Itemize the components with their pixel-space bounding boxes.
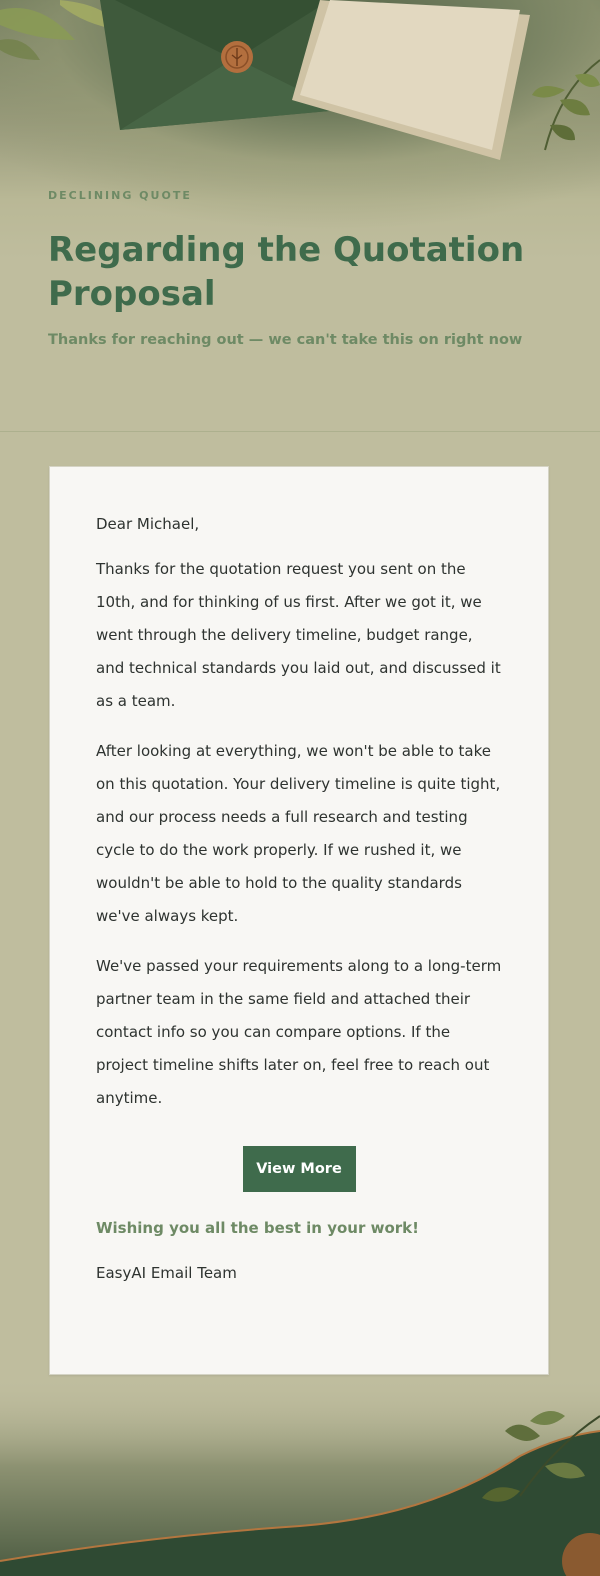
letter-signature: EasyAI Email Team [96,1264,237,1282]
hero-banner [0,0,600,432]
letter-greeting: Dear Michael, [96,515,200,533]
letter-paragraph: We've passed your requirements along to a long-term partner team in the same field and attached their contact info so you can compare options. If the project timeline shifts later on, feel free to reach out anytime. [96,957,502,1107]
eyebrow-label: DECLINING QUOTE [48,189,192,202]
envelope-illustration-icon [0,0,600,180]
letter-closing: Wishing you all the best in your work! [96,1219,419,1237]
footer-illustration-icon [0,1376,600,1576]
page-title: Regarding the Quotation Proposal [48,230,525,314]
wax-seal-icon [221,41,253,73]
view-more-button[interactable]: View More [243,1146,356,1192]
leaf-branch-icon [532,60,600,150]
page-subtitle: Thanks for reaching out — we can't take this on right now [48,332,523,348]
cta-container [96,1146,502,1192]
letter-paragraph: After looking at everything, we won't be able to take on this quotation. Your delivery timeline is quite tight, and our process needs a full research and testing cycle to do the work properly. If we rushed it, we wouldn't be able to hold to the quality standards we've always kept. [96,742,501,925]
cream-notecard-icon [292,0,530,160]
letter-card [49,466,549,1375]
letter-paragraph: Thanks for the quotation request you sent on the 10th, and for thinking of us first. After we got it, we went through the delivery timeline, budget range, and technical standards you laid out, and discussed it as a team. [96,560,501,710]
